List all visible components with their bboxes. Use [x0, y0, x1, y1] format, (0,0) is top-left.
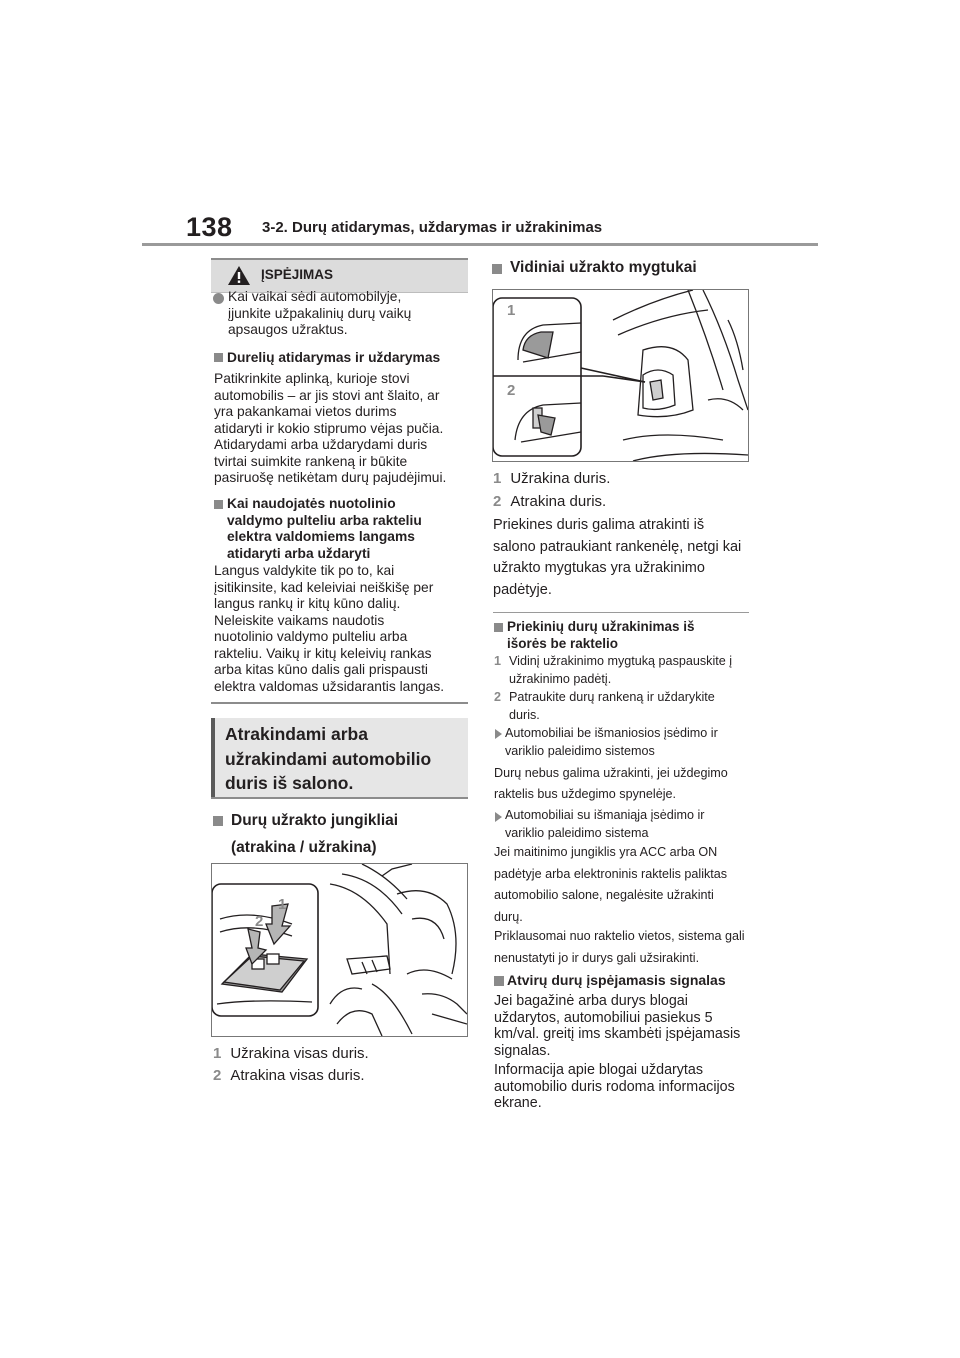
warning-triangle-icon: [227, 265, 251, 286]
triangle-bullet-icon: [495, 729, 502, 739]
right-item-2: 2 Atrakina duris.: [493, 493, 607, 510]
square-bullet-icon: [494, 976, 504, 986]
front-lock-step-2: 2 Patraukite durų rankeną ir uždarykite duris.: [494, 690, 715, 722]
section-heading-box: [211, 718, 468, 799]
system-without-smart-entry-text: Durų nebus galima užrakinti, jei uždegimo raktelis bus uždegimo spynelėje.: [494, 766, 728, 801]
square-bullet-icon: [213, 816, 223, 826]
square-bullet-icon: [214, 353, 223, 362]
system-with-smart-entry: Automobiliai su išmaniąja įsėdimo ir variklio paleidimo sistema: [505, 808, 705, 840]
key-location-note: Priklausomai nuo raktelio vietos, sistema gali nenustatyti jo ir durys gali užsirakinti.: [494, 929, 745, 965]
inside-buttons-heading: Vidiniai užrakto mygtukai: [510, 259, 697, 276]
figure-label-1: 1: [507, 302, 516, 319]
front-door-unlock-paragraph: Priekines duris galima atrakinti iš salono patraukiant rankenėlę, netgi kai užrakto mygtukas yra užrakinimo padėtyje.: [493, 517, 742, 598]
warning-sub2-text: Langus valdykite tik po to, kai įsitikinsite, kad keleiviai neiškišę per langus rankų ir kitų kūno dalių. Neleiskite vaikams naudotis nuotolinio valdymo pulteliu arba rakteliu. Vaikų ir kitų keleivių rankas arba kitas kūno dalis gali prispausti elektra valdomas užsidarantis langas.: [214, 563, 445, 694]
warning-bullet-text: Kai vaikai sėdi automobilyje, įjunkite užpakalinių durų vaikų apsaugos užraktus.: [228, 289, 412, 337]
open-door-alarm-heading: Atvirų durų įspėjamasis signalas: [507, 972, 726, 988]
open-door-info-text: Informacija apie blogai uždarytas automobilio duris rodoma informacijos ekrane.: [494, 1062, 735, 1111]
inside-lock-buttons-figure: [492, 289, 749, 462]
warning-sub1-text: Patikrinkite aplinką, kurioje stovi automobilis – ar jis stovi ant šlaito, ar yra pakankamai vietos durims atidaryti ir kokio stiprumo vėjas pučia. Atidarydami arba uždarydami duris tvirtai suimkite rankeną ir būkite pasiruošę netikėtam durų pajudėjimui.: [214, 371, 447, 485]
open-door-alarm-text: Jei bagažinė arba durys blogai uždarytos, automobiliui pasiekus 5 km/val. greitį ims skambėti įspėjamasis signalas.: [494, 993, 741, 1059]
warning-title: ĮSPĖJIMAS: [261, 267, 334, 282]
figure-label-1: 1: [278, 896, 287, 913]
inside-buttons-illustration: [493, 290, 748, 461]
system-without-smart-entry: Automobiliai be išmaniosios įsėdimo ir variklio paleidimo sistemos: [505, 726, 718, 758]
bullet-dot-icon: [213, 293, 224, 304]
front-lock-step-1: 1 Vidinį užrakinimo mygtuką paspauskite į užrakinimo padėtį.: [494, 654, 733, 686]
warning-sub1-title: Durelių atidarymas ir uždarymas: [227, 350, 441, 365]
square-bullet-icon: [492, 264, 502, 274]
square-bullet-icon: [214, 500, 223, 509]
triangle-bullet-icon: [495, 812, 502, 822]
divider: [493, 612, 749, 613]
door-lock-switch-figure: [211, 863, 468, 1037]
header-rule: [142, 243, 818, 246]
front-lock-heading: Priekinių durų užrakinimas iš išorės be raktelio: [507, 619, 695, 651]
chapter-title: 3-2. Durų atidarymas, uždarymas ir užrakinimas: [262, 219, 603, 236]
warning-sub2-title: Kai naudojatės nuotolinio valdymo pulteliu arba rakteliu elektra valdomiems langams atidaryti arba uždaryti: [227, 496, 422, 561]
section-title: Atrakindami arba užrakindami automobilio duris iš salono.: [225, 724, 432, 793]
figure-label-2: 2: [507, 382, 516, 399]
left-item-1: 1 Užrakina visas duris.: [213, 1045, 369, 1062]
square-bullet-icon: [494, 623, 503, 632]
door-switch-illustration: [212, 864, 467, 1036]
right-item-1: 1 Užrakina duris.: [493, 470, 611, 487]
section-bar: [211, 718, 215, 797]
page-number: 138: [186, 212, 233, 242]
left-item-2: 2 Atrakina visas duris.: [213, 1067, 365, 1084]
switch-heading: Durų užrakto jungikliai (atrakina / užrakina): [231, 812, 399, 856]
system-with-smart-entry-text: Jei maitinimo jungiklis yra ACC arba ON padėtyje arba elektroninis raktelis paliktas automobilio salone, negalėsite užrakinti durų.: [494, 845, 728, 924]
figure-label-2: 2: [255, 913, 264, 930]
